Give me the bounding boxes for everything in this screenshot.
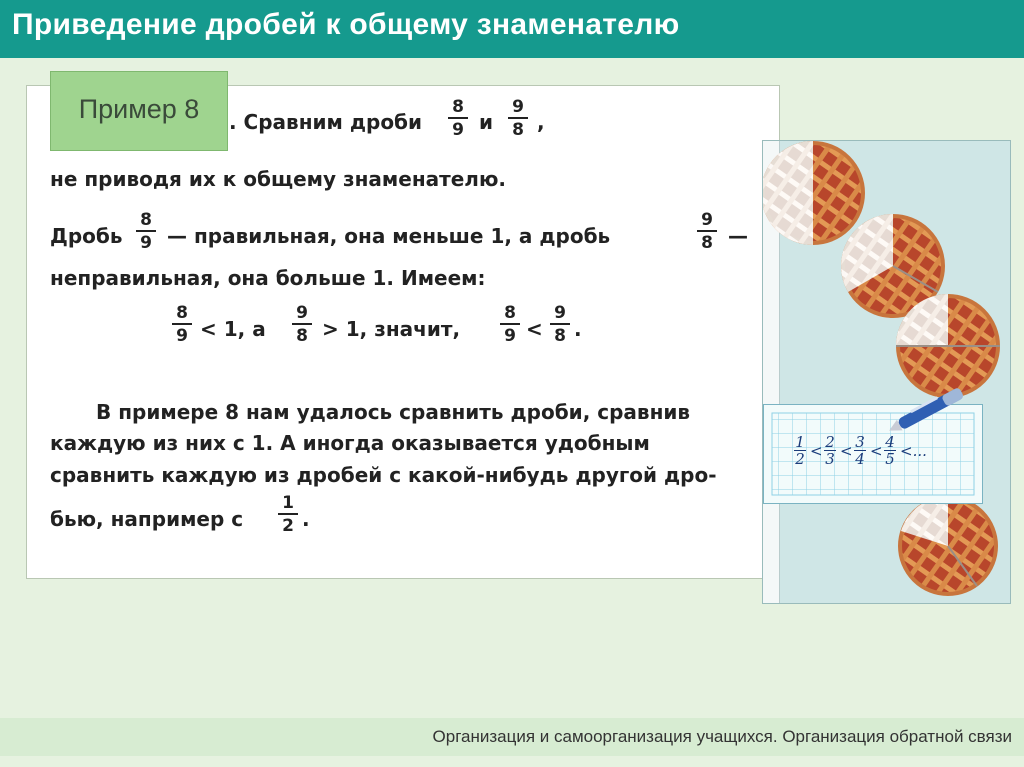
lt-sign: <: [870, 442, 883, 460]
text-line: сравнить каждую из дробей с какой-нибудь другой дро-: [50, 463, 717, 487]
fraction: $\frac{8}{9}$: [136, 210, 156, 254]
footer-text: Организация и самоорганизация учащихся. Организация обратной связи: [432, 727, 1012, 746]
fraction: $\frac{9}{8}$: [697, 210, 717, 254]
illustration-panel: [762, 140, 1011, 604]
fraction: $\frac{8}{9}$: [448, 97, 468, 141]
pie-fifths: [900, 496, 996, 594]
text-line: неправильная, она больше 1. Имеем:: [50, 266, 486, 290]
fraction: $\frac{8}{9}$: [172, 303, 192, 347]
text-line: > 1, значит,: [322, 317, 461, 341]
note-fraction: 4 5: [885, 433, 895, 468]
text-line: каждую из них с 1. А иногда оказывается удобным: [50, 431, 650, 455]
text-line: Дробь: [50, 224, 123, 248]
lt-sign: <: [810, 442, 823, 460]
fraction: $\frac{9}{8}$: [508, 97, 528, 141]
pen-icon: [882, 384, 982, 434]
text-line: — правильная, она меньше 1, а дробь: [167, 224, 611, 248]
text-line: бью, например с: [50, 507, 244, 531]
text-line: и: [479, 110, 494, 134]
note-fraction: 3 4: [855, 433, 865, 468]
example-label: [50, 71, 228, 151]
fraction: $\frac{9}{8}$: [550, 303, 570, 347]
pies-illustration: [763, 141, 1010, 603]
text-line: .: [574, 317, 582, 341]
pie-quarters: [896, 294, 1000, 396]
text-line: не приводя их к общему знаменателю.: [50, 167, 506, 191]
text-line: <: [526, 317, 543, 341]
text-line: В примере 8 нам удалось сравнить дроби, сравнив: [96, 400, 691, 424]
pie-half: [763, 141, 863, 245]
text-line: —: [728, 224, 748, 248]
fraction: $\frac{8}{9}$: [500, 303, 520, 347]
title-bar: [0, 0, 1024, 58]
text-line: .: [302, 507, 310, 531]
fraction: $\frac{9}{8}$: [292, 303, 312, 347]
slide-title: Приведение дробей к общему знаменателю: [12, 8, 680, 41]
note-fraction: 1 2: [795, 433, 805, 468]
text-line: ,: [537, 110, 545, 134]
text-line: < 1, а: [200, 317, 266, 341]
example-label-text: Пример 8: [78, 94, 200, 124]
fraction: $\frac{1}{2}$: [278, 493, 298, 537]
lt-sign: <: [840, 442, 853, 460]
text-line: . Сравним дроби: [229, 110, 423, 134]
ellipsis: <...: [900, 442, 927, 460]
note-fraction: 2 3: [825, 433, 835, 468]
footer-bar: [0, 718, 1024, 756]
